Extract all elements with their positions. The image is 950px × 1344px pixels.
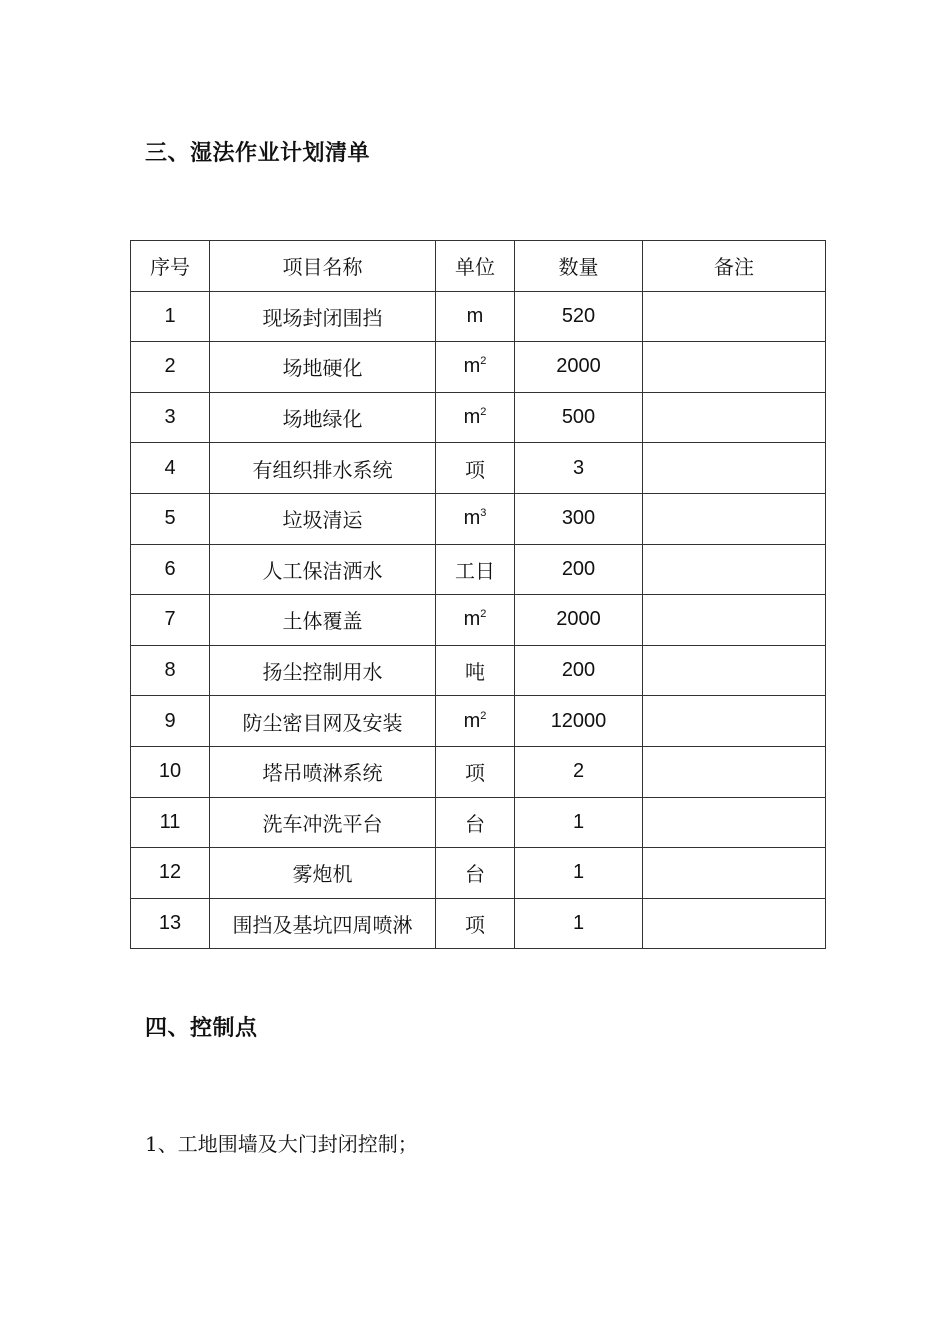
header-serial: 序号 xyxy=(131,241,210,292)
cell-serial: 10 xyxy=(131,746,210,797)
cell-remarks xyxy=(643,696,826,747)
cell-item-name: 土体覆盖 xyxy=(210,595,436,646)
cell-unit xyxy=(436,848,515,899)
unit-exponent: 2 xyxy=(480,406,487,419)
table-row xyxy=(131,493,826,544)
cell-item-name: 现场封闭围挡 xyxy=(210,291,436,342)
table-row xyxy=(131,342,826,393)
unit-exponent: 2 xyxy=(480,355,487,368)
cell-item-name: 扬尘控制用水 xyxy=(210,645,436,696)
section-title-control-points: 四、控制点 xyxy=(145,1016,258,1041)
cell-quantity: 1 xyxy=(515,898,643,949)
unit-symbol: m xyxy=(463,406,481,429)
unit-symbol: 项 xyxy=(465,457,485,482)
table-row xyxy=(131,797,826,848)
section-title-wet-work-plan: 三、湿法作业计划清单 xyxy=(145,141,371,166)
table-row xyxy=(131,291,826,342)
table-row xyxy=(131,392,826,443)
wet-work-plan-table xyxy=(130,240,826,949)
cell-serial: 9 xyxy=(131,696,210,747)
header-remarks: 备注 xyxy=(643,241,826,292)
table-row xyxy=(131,696,826,747)
cell-quantity: 2 xyxy=(515,746,643,797)
table-row xyxy=(131,595,826,646)
cell-unit xyxy=(436,342,515,393)
unit-symbol: m xyxy=(466,304,484,327)
cell-serial: 7 xyxy=(131,595,210,646)
cell-remarks xyxy=(643,746,826,797)
unit-symbol: m xyxy=(463,355,481,378)
cell-remarks xyxy=(643,493,826,544)
cell-serial: 8 xyxy=(131,645,210,696)
table-row xyxy=(131,898,826,949)
unit-symbol: 台 xyxy=(465,811,485,836)
table-row xyxy=(131,848,826,899)
cell-item-name: 场地硬化 xyxy=(210,342,436,393)
cell-remarks xyxy=(643,443,826,494)
cell-unit xyxy=(436,696,515,747)
cell-serial: 12 xyxy=(131,848,210,899)
unit-symbol: m xyxy=(463,507,481,530)
cell-unit xyxy=(436,443,515,494)
cell-serial: 6 xyxy=(131,544,210,595)
cell-serial: 11 xyxy=(131,797,210,848)
cell-remarks xyxy=(643,342,826,393)
unit-symbol: 工日 xyxy=(455,558,495,583)
cell-unit xyxy=(436,544,515,595)
cell-unit xyxy=(436,746,515,797)
table-row xyxy=(131,443,826,494)
cell-quantity: 1 xyxy=(515,797,643,848)
cell-item-name: 雾炮机 xyxy=(210,848,436,899)
unit-exponent: 3 xyxy=(480,507,487,520)
cell-remarks xyxy=(643,797,826,848)
cell-item-name: 场地绿化 xyxy=(210,392,436,443)
cell-quantity: 300 xyxy=(515,493,643,544)
cell-unit xyxy=(436,595,515,646)
header-item-name: 项目名称 xyxy=(210,241,436,292)
cell-unit xyxy=(436,797,515,848)
unit-symbol: 项 xyxy=(465,761,485,786)
cell-serial: 3 xyxy=(131,392,210,443)
cell-item-name: 洗车冲洗平台 xyxy=(210,797,436,848)
cell-unit xyxy=(436,392,515,443)
cell-serial: 13 xyxy=(131,898,210,949)
unit-symbol: 台 xyxy=(465,862,485,887)
unit-symbol: 项 xyxy=(465,913,485,938)
cell-item-name: 围挡及基坑四周喷淋 xyxy=(210,898,436,949)
cell-serial: 1 xyxy=(131,291,210,342)
cell-quantity: 2000 xyxy=(515,595,643,646)
cell-item-name: 塔吊喷淋系统 xyxy=(210,746,436,797)
cell-remarks xyxy=(643,544,826,595)
header-quantity: 数量 xyxy=(515,241,643,292)
cell-serial: 5 xyxy=(131,493,210,544)
cell-unit xyxy=(436,493,515,544)
cell-remarks xyxy=(643,848,826,899)
cell-unit xyxy=(436,645,515,696)
cell-remarks xyxy=(643,291,826,342)
cell-item-name: 人工保洁洒水 xyxy=(210,544,436,595)
cell-quantity: 12000 xyxy=(515,696,643,747)
header-unit: 单位 xyxy=(436,241,515,292)
unit-symbol: m xyxy=(463,709,481,732)
unit-exponent: 2 xyxy=(480,709,487,722)
cell-item-name: 防尘密目网及安装 xyxy=(210,696,436,747)
cell-quantity: 520 xyxy=(515,291,643,342)
cell-remarks xyxy=(643,898,826,949)
cell-serial: 2 xyxy=(131,342,210,393)
table-header-row xyxy=(131,241,826,292)
cell-remarks xyxy=(643,595,826,646)
cell-quantity: 500 xyxy=(515,392,643,443)
unit-symbol: 吨 xyxy=(465,660,485,685)
table-row xyxy=(131,746,826,797)
cell-unit xyxy=(436,291,515,342)
unit-symbol: m xyxy=(463,608,481,631)
cell-remarks xyxy=(643,392,826,443)
table-row xyxy=(131,645,826,696)
table-row xyxy=(131,544,826,595)
cell-quantity: 3 xyxy=(515,443,643,494)
control-point-item: 1、工地围墙及大门封闭控制； xyxy=(145,1132,418,1156)
cell-quantity: 200 xyxy=(515,645,643,696)
cell-item-name: 垃圾清运 xyxy=(210,493,436,544)
cell-quantity: 1 xyxy=(515,848,643,899)
cell-unit xyxy=(436,898,515,949)
cell-quantity: 2000 xyxy=(515,342,643,393)
cell-serial: 4 xyxy=(131,443,210,494)
unit-exponent: 2 xyxy=(480,608,487,621)
cell-quantity: 200 xyxy=(515,544,643,595)
cell-remarks xyxy=(643,645,826,696)
cell-item-name: 有组织排水系统 xyxy=(210,443,436,494)
